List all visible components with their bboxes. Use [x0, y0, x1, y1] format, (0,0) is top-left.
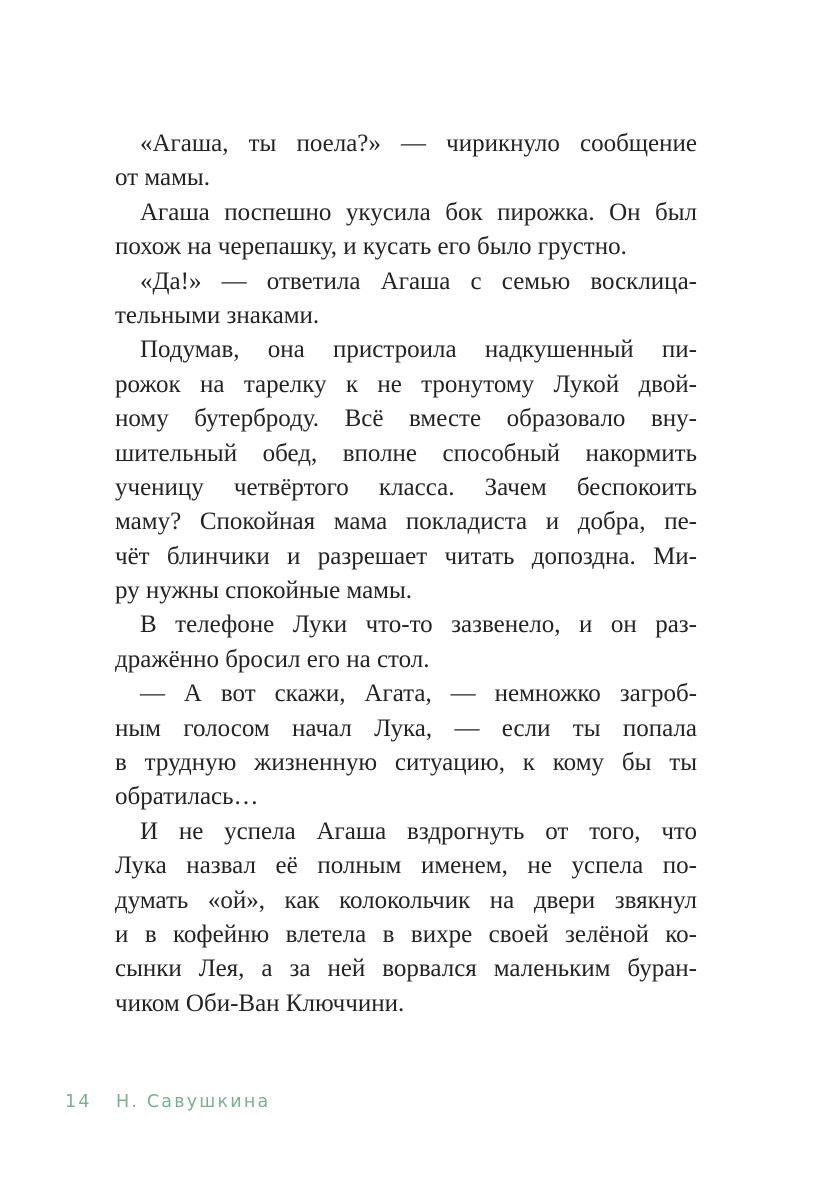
text-line: Лука назвал её полным именем, не успела по- [115, 852, 697, 880]
text-line: Агаша поспешно укусила бок пирожка. Он был [140, 198, 697, 226]
text-line: дражённо бросил его на стол. [115, 645, 430, 673]
footer [0, 1092, 827, 1118]
text-line: от мамы. [115, 164, 210, 192]
text-line: В телефоне Луки что-то зазвенело, и он раз- [140, 611, 697, 639]
text-block [115, 127, 697, 1021]
paragraph [115, 127, 697, 196]
paragraph [115, 608, 697, 677]
text-line: обратилась… [115, 783, 259, 811]
text-line: чёт блинчики и разрешает читать допоздна. Ми- [115, 542, 697, 570]
running-title-author: Н. Савушкина [116, 1092, 271, 1112]
text-line: тельными знаками. [115, 301, 320, 329]
text-line: маму? Спокойная мама покладиста и добра, пе- [115, 508, 697, 536]
text-line: ру нужны спокойные мамы. [115, 577, 413, 605]
page-number: 14 [65, 1092, 92, 1112]
paragraph [115, 265, 697, 334]
text-line: похож на черепашку, и кусать его было грустно. [115, 233, 627, 261]
text-line: в трудную жизненную ситуацию, к кому бы ты [115, 749, 697, 777]
text-line: и в кофейню влетела в вихре своей зелёной ко- [115, 920, 697, 948]
text-line: ученицу четвёртого класса. Зачем беспокоить [115, 473, 697, 501]
text-line: ному бутерброду. Всё вместе образовало вну- [115, 405, 697, 433]
text-line: думать «ой», как колокольчик на двери звякнул [115, 886, 697, 914]
text-line: ным голосом начал Лука, — если ты попала [115, 714, 697, 742]
text-line: Подумав, она пристроила надкушенный пи- [140, 336, 697, 364]
text-line: шительный обед, вполне способный накормить [115, 439, 697, 467]
text-line: «Агаша, ты поела?» — чирикнуло сообщение [140, 130, 697, 157]
text-line: — А вот скажи, Агата, — немножко загроб- [140, 680, 697, 708]
text-line: чиком Оби-Ван Ключчини. [115, 989, 405, 1017]
text-line: И не успела Агаша вздрогнуть от того, что [140, 817, 697, 845]
text-line: сынки Лея, а за ней ворвался маленьким буран- [115, 955, 697, 983]
paragraph [115, 815, 697, 1021]
text-line: рожок на тарелку к не тронутому Лукой двой- [115, 370, 697, 398]
paragraph [115, 677, 697, 815]
paragraph [115, 196, 697, 265]
paragraph [115, 333, 697, 608]
text-line: «Да!» — ответила Агаша с семью восклица- [140, 267, 697, 295]
